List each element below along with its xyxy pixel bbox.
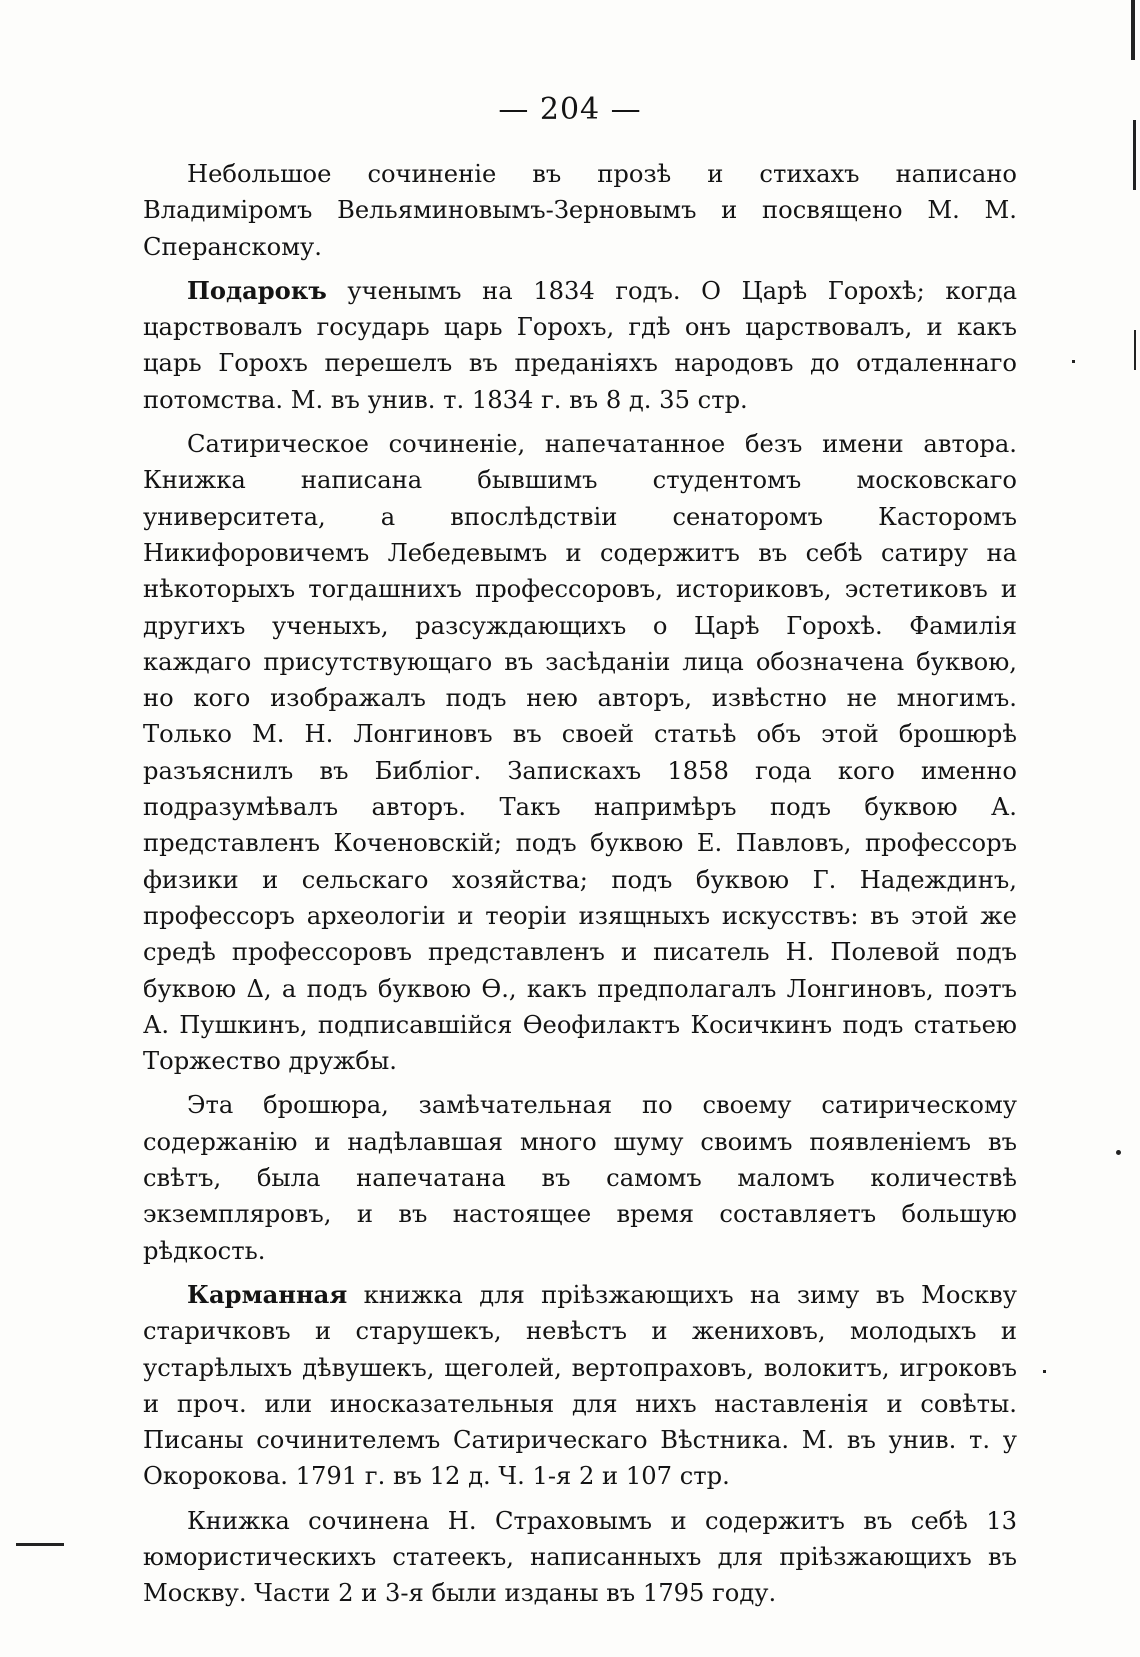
paragraph-text: Небольшое сочиненіе въ прозѣ и стихахъ написано Владиміромъ Вельяминовымъ-Зерновымъ и посвящено М. М. Сперанскому. [143,160,1017,261]
page-number: — 204 — [498,92,642,127]
entry-karmannaya [143,1277,1017,1495]
entry-title-word: Подарокъ [187,275,327,305]
paragraph-text: Сатирическое сочиненіе, напечатанное безъ имени автора. Книжка написана бывшимъ студентомъ московскаго университета, а впослѣдствіи сенаторомъ Касторомъ Никифоровичемъ Лебедевымъ и содержитъ въ себѣ сатиру на нѣкоторыхъ тогдашнихъ профессоровъ, историковъ, эстетиковъ и другихъ ученыхъ, разсуждающихъ о Царѣ Горохѣ. Фамилія каждаго присутствующаго въ засѣданіи лица обозначена буквою, но кого изображалъ подъ нею авторъ, извѣстно не многимъ. Только М. Н. Лонгиновъ въ своей статьѣ объ этой брошюрѣ разъяснилъ въ Библіог. Запискахъ 1858 года кого именно подразумѣвалъ авторъ. Такъ напримѣръ подъ буквою А. представленъ Коченовскій; подъ буквою Е. Павловъ, профессоръ физики и сельскаго хозяйства; подъ буквою Г. Надеждинъ, профессоръ археологіи и теоріи изящныхъ искусствъ: въ этой же средѣ профессоровъ представленъ и писатель Н. Полевой подъ буквою Δ, а подъ буквою Ѳ., какъ предполагалъ Лонгиновъ, поэтъ А. Пушкинъ, подписавшійся Ѳеофилактъ Косичкинъ подъ статьею Торжество дружбы. [143,430,1017,1076]
scan-speck [1116,1150,1121,1155]
paragraph-strakhov [143,1503,1017,1612]
paragraph-text: Книжка сочинена Н. Страховымъ и содержитъ въ себѣ 13 юмористическихъ статеекъ, написанныхъ для пріѣзжающихъ въ Москву. Части 2 и 3-я были изданы въ 1795 году. [143,1506,1017,1608]
entry-text: ученымъ на 1834 годъ. О Царѣ Горохѣ; когда царствовалъ государь царь Горохъ, гдѣ онъ царствовалъ, и какъ царь Горохъ перешелъ въ преданіяхъ народовъ до отдаленнаго потомства. М. въ унив. т. 1834 г. въ 8 д. 35 стр. [143,276,1017,414]
paragraph-text: Эта брошюра, замѣчательная по своему сатирическому содержанію и надѣлавшая много шуму своимъ появленіемъ въ свѣтъ, была напечатана въ самомъ маломъ количествѣ экземпляровъ, и въ настоящее время составляетъ большую рѣдкость. [143,1091,1017,1265]
scan-edge-mark [1133,120,1136,190]
scan-edge-mark [1134,330,1136,370]
paragraph-satire-description [143,426,1017,1079]
entry-text: книжка для пріѣзжающихъ на зиму въ Москву старичковъ и старушекъ, невѣстъ и жениховъ, молодыхъ и устарѣлыхъ дѣвушекъ, щеголей, вертопраховъ, волокитъ, игроковъ и проч. или иносказательныя для нихъ наставленія и совѣты. Писаны сочинителемъ Сатирическаго Вѣстника. М. въ унив. т. у Окорокова. 1791 г. въ 12 д. Ч. 1-я 2 и 107 стр. [143,1280,1017,1491]
entry-podarok [143,273,1017,418]
body-text [143,156,1017,1613]
scan-edge-mark [1131,0,1135,60]
entry-title-word: Карманная [187,1279,348,1309]
paragraph-zernov [143,156,1017,265]
scan-speck [1043,1370,1046,1373]
scan-margin-rule [16,1543,64,1546]
scan-speck [1072,360,1075,363]
paragraph-brochure-rarity [143,1087,1017,1268]
